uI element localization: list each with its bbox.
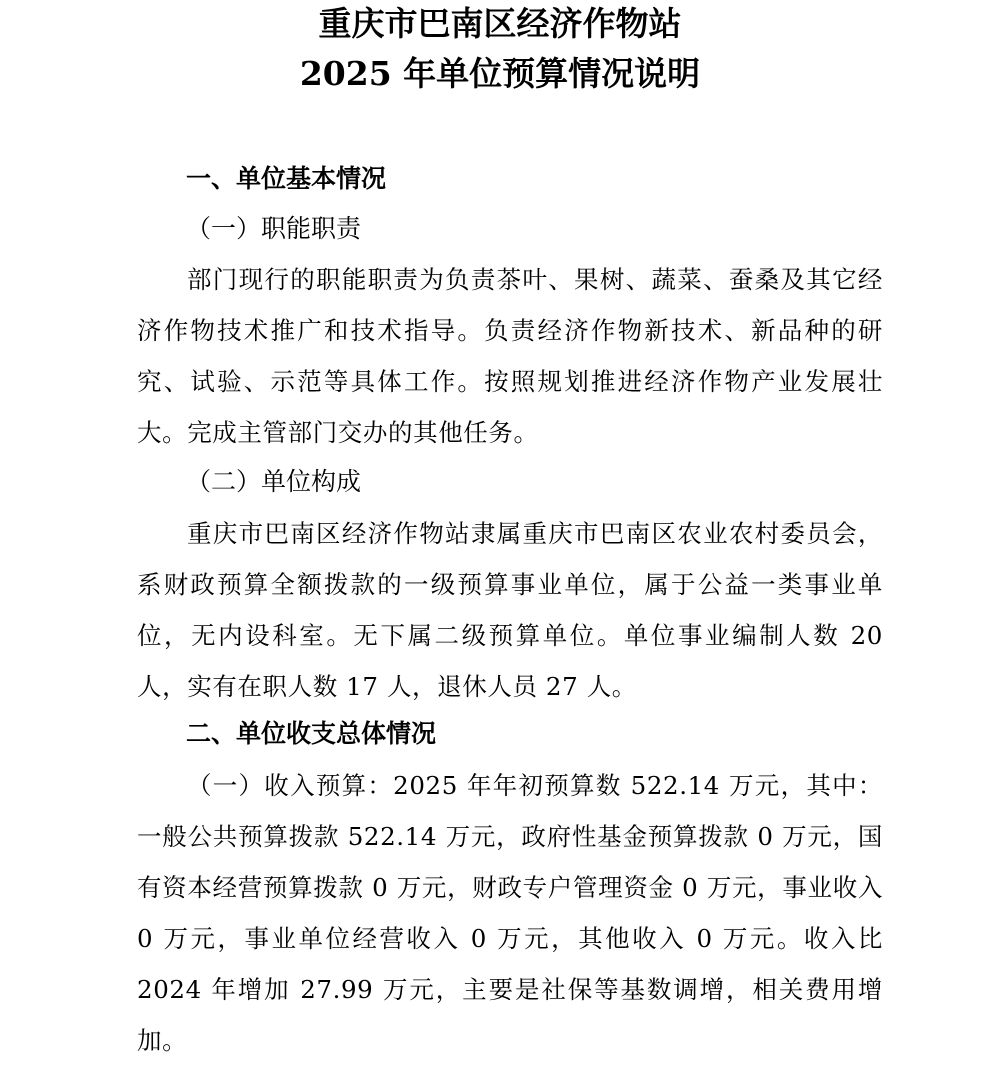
document-title-line2: 2025 年单位预算情况说明: [299, 54, 701, 93]
document-title-line1: 重庆市巴南区经济作物站: [318, 4, 682, 43]
subsection-heading-functions: （一）职能职责: [186, 214, 362, 243]
section-heading-budget-overview: 二、单位收支总体情况: [186, 719, 437, 748]
subsection-heading-composition: （二）单位构成: [186, 467, 362, 496]
paragraph-functions: 部门现行的职能职责为负责茶叶、果树、蔬菜、蚕桑及其它经济作物技术推广和技术指导。负责经济作物新技术、新品种的研究、试验、示范等具体工作。按照规划推进经济作物产业发展壮大。完成主管部门交办的其他任务。: [137, 265, 883, 447]
paragraph-composition: 重庆市巴南区经济作物站隶属重庆市巴南区农业农村委员会，系财政预算全额拨款的一级预算事业单位，属于公益一类事业单位，无内设科室。无下属二级预算单位。单位事业编制人数 20 人，实有在职人数 17 人，退休人员 27 人。: [137, 519, 883, 701]
section-heading-basic-info: 一、单位基本情况: [186, 164, 387, 193]
paragraph-income-budget: （一）收入预算：2025 年年初预算数 522.14 万元，其中：一般公共预算拨款 522.14 万元，政府性基金预算拨款 0 万元，国有资本经营预算拨款 0 万元，财政专户管理资金 0 万元，事业收入 0 万元，事业单位经营收入 0 万元，其他收入 0 万元。收入比 2024 年增加 27.99 万元，主要是社保等基数调增，相关费用增加。: [137, 771, 883, 1055]
